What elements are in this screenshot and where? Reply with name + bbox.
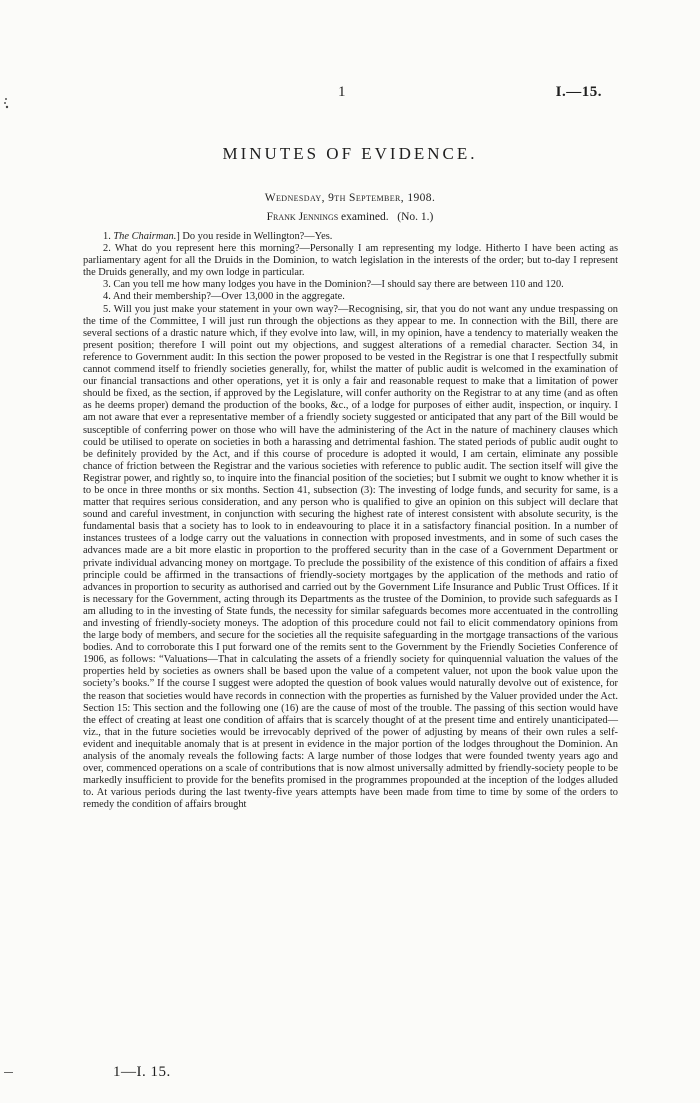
witness-status: examined. — [341, 211, 389, 223]
question-paragraph: 4. And their membership?—Over 13,000 in the aggregate. — [103, 291, 345, 303]
page-title: MINUTES OF EVIDENCE. — [222, 144, 478, 163]
document-reference: I.—15. — [555, 84, 602, 100]
margin-dash — [4, 1072, 13, 1073]
witness-number: (No. 1.) — [397, 211, 434, 223]
question-paragraph: 2. What do you represent here this morning?—Personally I am representing my lodge. Hitherto I have been acting as parliamentary agent for all the Druids in the Dominion, to watch legislation in the interests of the order; but to-day I represent the Druids generally, and my own lodge in particular. — [83, 243, 619, 279]
question-paragraph: 3. Can you tell me how many lodges you have in the Dominion?—I should say there are between 110 and 120. — [103, 279, 564, 291]
page-number: 1 — [338, 84, 346, 100]
evidence-body — [83, 231, 618, 812]
witness-line — [0, 211, 700, 223]
page-header — [0, 84, 700, 104]
question-paragraph: 1. The Chairman.] Do you reside in Wellington?—Yes. — [103, 231, 333, 242]
question-paragraph: 5. Will you just make your statement in your own way?—Recognising, sir, that you do not want any undue trespassing on the time of the Committee, I will just run through the objections as they appear to me. In connection with the Bill, there are several sections of a drastic nature which, if they evolve into law, will, in my opinion, have a tendency to materially weaken the present position; therefore I will point out my objections, and suggest alterations of a remedial character. Section 34, in reference to Government audit: In this section the power proposed to be vested in the Registrar is one that I respectfully submit cannot commend itself to friendly societies generally, for, whilst the matter of public audit is welcomed in the examination of our financial transactions and other operations, yet it is only a fair and reasonable request to make that a limitation of power should be fixed, as the section, if approved by the Legislature, will confer authority on the Registrar to at any time (and as often as he deems proper) demand the production of the books, &c., of a lodge for purposes of either audit, inspection, or inquiry. I am not aware that ever a representative member of a friendly society suggested or anticipated that any part of the Bill would be susceptible of conferring power on those who will have the administering of the Act in the nature of machinery clauses which could be utilised to operate on societies in both a harassing and detrimental fashion. The stated periods of public audit ought to be definitely provided by the Act, and if this course of procedure is adopted it would, I am certain, eliminate any possible chance of friction between the Registrar and the various societies with reference to public audit. The section itself will give the Registrar power, and rightly so, to inquire into the financial position of the societies; but I submit we ought to know whether it is to be once in three months or six months. Section 41, subsection (3): The investing of lodge funds, and security for same, is a matter that requires serious consideration, and any person who is qualified to give an opinion on this subject will declare that sound and careful investment, in conjunction with securing the highest rate of interest consistent with absolute security, is the fundamental basis that a society has to look to in endeavouring to place it in a satisfactory financial position. In a number of instances trustees of a lodge carry out the valuations in connection with proposed investments, and in some of such cases the advances made are a bit more elastic in proportion to the proffered security than in the case of a Government Department or private individual advancing money on mortgage. To preclude the possibility of the existence of this condition of affairs a fixed principle could be affirmed in the transactions of friendly-society mortgages by the application of the methods and ratio of advances in proportion to security as authorised and carried out by the Government Life Insurance and Public Trust Offices. If it is necessary for the Government, acting through its Departments as the trustee of the Dominion, to provide such safeguards as I am alluding to in the investing of State funds, the necessity for similar safeguards becomes more accentuated in the controlling and investing of friendly-society moneys. The adoption of this procedure could not fail to elicit commendatory opinions from the large body of members, and secure for the societies all the requisite safeguarding in the mortgage transactions of the various bodies. And to corroborate this I put forward one of the remits sent to the Government by the Friendly Societies Conference of 1906, as follows: “Valuations—That in calculating the assets of a friendly society for quinquennial valuation the values of the properties held by societies as owners shall be based upon the value of a competent valuer, not upon the book value upon the society’s books.” If the course I suggest were adopted the question of book values would naturally devolve out of existence, for the reason that societies would have records in connection with the properties as furnished by the Valuer provided under the Act. Section 15: This section and the following one (16) are the cause of most of the trouble. The passing of this section would have the effect of creating at least one condition of affairs that is scarcely thought of at the present time and entirely unanticipated—viz., that in the future societies would be irrevocably deprived of the power of adjusting by means of their own rules a self-evident and inequitable anomaly that is at present in evidence in the major portion of the lodges throughout the Dominion. An analysis of the anomaly reveals the following facts: A large number of those lodges that were founded twenty years ago and over, commenced operations on a scale of contributions that is now almost universally admitted by friendly-society people to be markedly insufficient to provide for the benefits promised in the programmes propounded at the inception of the lodges alluded to. At various periods during the last twenty-five years attempts have been made from time to time by some of the orders to remedy the condition of affairs brought — [83, 303, 618, 811]
signature-footer: 1—I. 15. — [113, 1064, 171, 1080]
session-date: Wednesday, 9th September, 1908. — [264, 192, 436, 204]
witness-name: Frank Jennings — [266, 211, 339, 223]
speaker-label: The Chairman. — [113, 231, 177, 242]
